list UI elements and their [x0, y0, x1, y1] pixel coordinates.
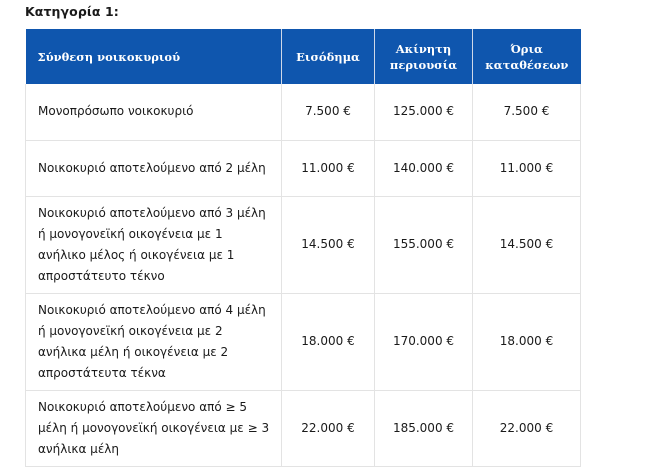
table-row: [26, 390, 581, 466]
cell-income: 22.000 €: [282, 390, 375, 466]
table-header: [26, 29, 581, 84]
cell-household: Νοικοκυριό αποτελούμενο από 3 μέλη ή μονογονεϊκή οικογένεια με 1 ανήλικο μέλος ή οικογένεια με 1 απροστάτευτο τέκνο: [26, 196, 282, 293]
column-header-deposits: Όρια καταθέσεων: [473, 29, 581, 84]
table-row: [26, 140, 581, 196]
column-header-property: Ακίνητη περιουσία: [375, 29, 473, 84]
column-header-household: Σύνθεση νοικοκυριού: [26, 29, 282, 84]
cell-deposits: 7.500 €: [473, 84, 581, 140]
cell-deposits: 18.000 €: [473, 293, 581, 390]
table-row: [26, 84, 581, 140]
cell-deposits: 14.500 €: [473, 196, 581, 293]
income-criteria-table: [25, 29, 581, 467]
cell-deposits: 22.000 €: [473, 390, 581, 466]
cell-property: 140.000 €: [375, 140, 473, 196]
cell-property: 170.000 €: [375, 293, 473, 390]
page-title: Κατηγορία 1:: [25, 4, 119, 19]
cell-household: Νοικοκυριό αποτελούμενο από ≥ 5 μέλη ή μονογονεϊκή οικογένεια με ≥ 3 ανήλικα μέλη: [26, 390, 282, 466]
cell-household: Νοικοκυριό αποτελούμενο από 4 μέλη ή μονογονεϊκή οικογένεια με 2 ανήλικα μέλη ή οικογένεια με 2 απροστάτευτα τέκνα: [26, 293, 282, 390]
table-header-row: [26, 29, 581, 84]
table-row: [26, 293, 581, 390]
cell-property: 125.000 €: [375, 84, 473, 140]
cell-income: 11.000 €: [282, 140, 375, 196]
cell-property: 155.000 €: [375, 196, 473, 293]
column-header-income: Εισόδημα: [282, 29, 375, 84]
cell-income: 14.500 €: [282, 196, 375, 293]
table-row: [26, 196, 581, 293]
cell-income: 7.500 €: [282, 84, 375, 140]
cell-property: 185.000 €: [375, 390, 473, 466]
table-body: [26, 84, 581, 466]
cell-deposits: 11.000 €: [473, 140, 581, 196]
cell-income: 18.000 €: [282, 293, 375, 390]
cell-household: Μονοπρόσωπο νοικοκυριό: [26, 84, 282, 140]
cell-household: Νοικοκυριό αποτελούμενο από 2 μέλη: [26, 140, 282, 196]
